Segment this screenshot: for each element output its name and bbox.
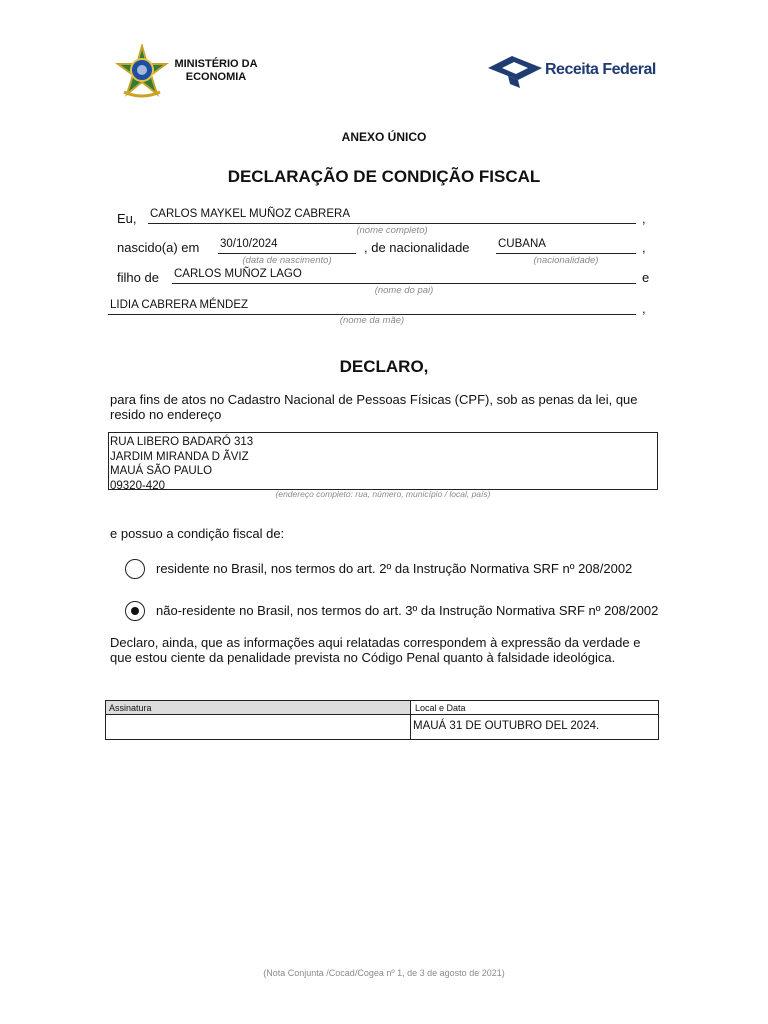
nationality-field[interactable] [496,237,636,254]
coat-of-arms-icon [114,44,170,100]
father-name-field[interactable] [172,267,636,284]
document-title: DECLARAÇÃO DE CONDIÇÃO FISCAL [227,167,541,186]
receita-federal-logo-icon [486,52,544,90]
address-line-4: 09320-420 [110,479,165,490]
declaration-intro-2: resido no endereço [110,407,222,422]
radio-selected-dot [131,607,139,615]
birth-label: nascido(a) em [117,240,200,255]
birth-date-field[interactable] [218,237,356,254]
signature-table [105,700,659,740]
declaration-intro-1: para fins de atos no Cadastro Nacional de Pessoas Físicas (CPF), sob as penas da lei, que [110,392,638,407]
birth-date-hint: (data de nascimento) [242,255,332,266]
nonresident-radio[interactable] [125,601,145,621]
place-date-field[interactable] [411,715,658,739]
place-date-header-cell [411,701,658,715]
birth-date-value: 30/10/2024 [220,238,278,250]
ministry-name [168,58,264,84]
ministry-line-1: MINISTÉRIO DA [174,58,258,70]
address-line-3: MAUÁ SÃO PAULO [110,465,213,477]
closing-statement-1: Declaro, ainda, que as informações aqui relatadas correspondem à expressão da verdade e [110,635,641,650]
signature-header-cell [106,701,411,715]
name-field[interactable] [148,207,636,224]
resident-radio[interactable] [125,559,145,579]
nationality-label: , de nacionalidade [364,240,470,255]
nationality-value: CUBANA [498,238,546,250]
father-name-hint: (nome do pai) [374,285,434,296]
father-name-value: CARLOS MUÑOZ LAGO [174,268,302,280]
resident-option-label: residente no Brasil, nos termos do art. 2º da Instrução Normativa SRF nº 208/2002 [156,561,633,576]
signature-header: Assinatura [109,703,152,713]
address-line-2: JARDIM MIRANDA D ÃVIZ [110,450,249,463]
closing-statement-2: que estou ciente da penalidade prevista no Código Penal quanto à falsidade ideológica. [110,650,616,665]
annex-label: ANEXO ÚNICO [341,130,427,144]
ministry-line-2: ECONOMIA [185,71,247,83]
place-date-value: MAUÁ 31 DE OUTUBRO DEL 2024. [413,720,600,732]
father-label: filho de [117,270,159,285]
nationality-comma: , [642,240,646,255]
mother-name-field[interactable] [108,298,636,315]
mother-name-value: LIDIA CABRERA MÉNDEZ [110,299,249,311]
mother-name-hint: (nome da mãe) [339,315,405,326]
fiscal-condition-label: e possuo a condição fiscal de: [110,526,285,541]
nationality-hint: (nacionalidade) [533,255,599,266]
footer-note: (Nota Conjunta /Cocad/Cogea nº 1, de 3 de agosto de 2021) [263,968,505,978]
declaro-heading: DECLARO, [339,357,429,376]
mother-comma: , [642,301,646,316]
and-label: e [642,270,650,285]
place-date-header: Local e Data [415,703,466,713]
nonresident-option-label: não-residente no Brasil, nos termos do art. 3º da Instrução Normativa SRF nº 208/2002 [156,603,659,618]
signature-field[interactable] [106,715,411,739]
name-hint: (nome completo) [356,225,428,236]
eu-label: Eu, [117,211,137,226]
name-value: CARLOS MAYKEL MUÑOZ CABRERA [150,208,351,220]
agency-name: Receita Federal [545,61,656,78]
address-line-1: RUA LIBERO BADARÓ 313 [110,436,254,448]
address-hint: (endereço completo: rua, número, município / local, país) [275,489,491,499]
name-comma: , [642,211,646,226]
address-field[interactable] [108,432,658,490]
